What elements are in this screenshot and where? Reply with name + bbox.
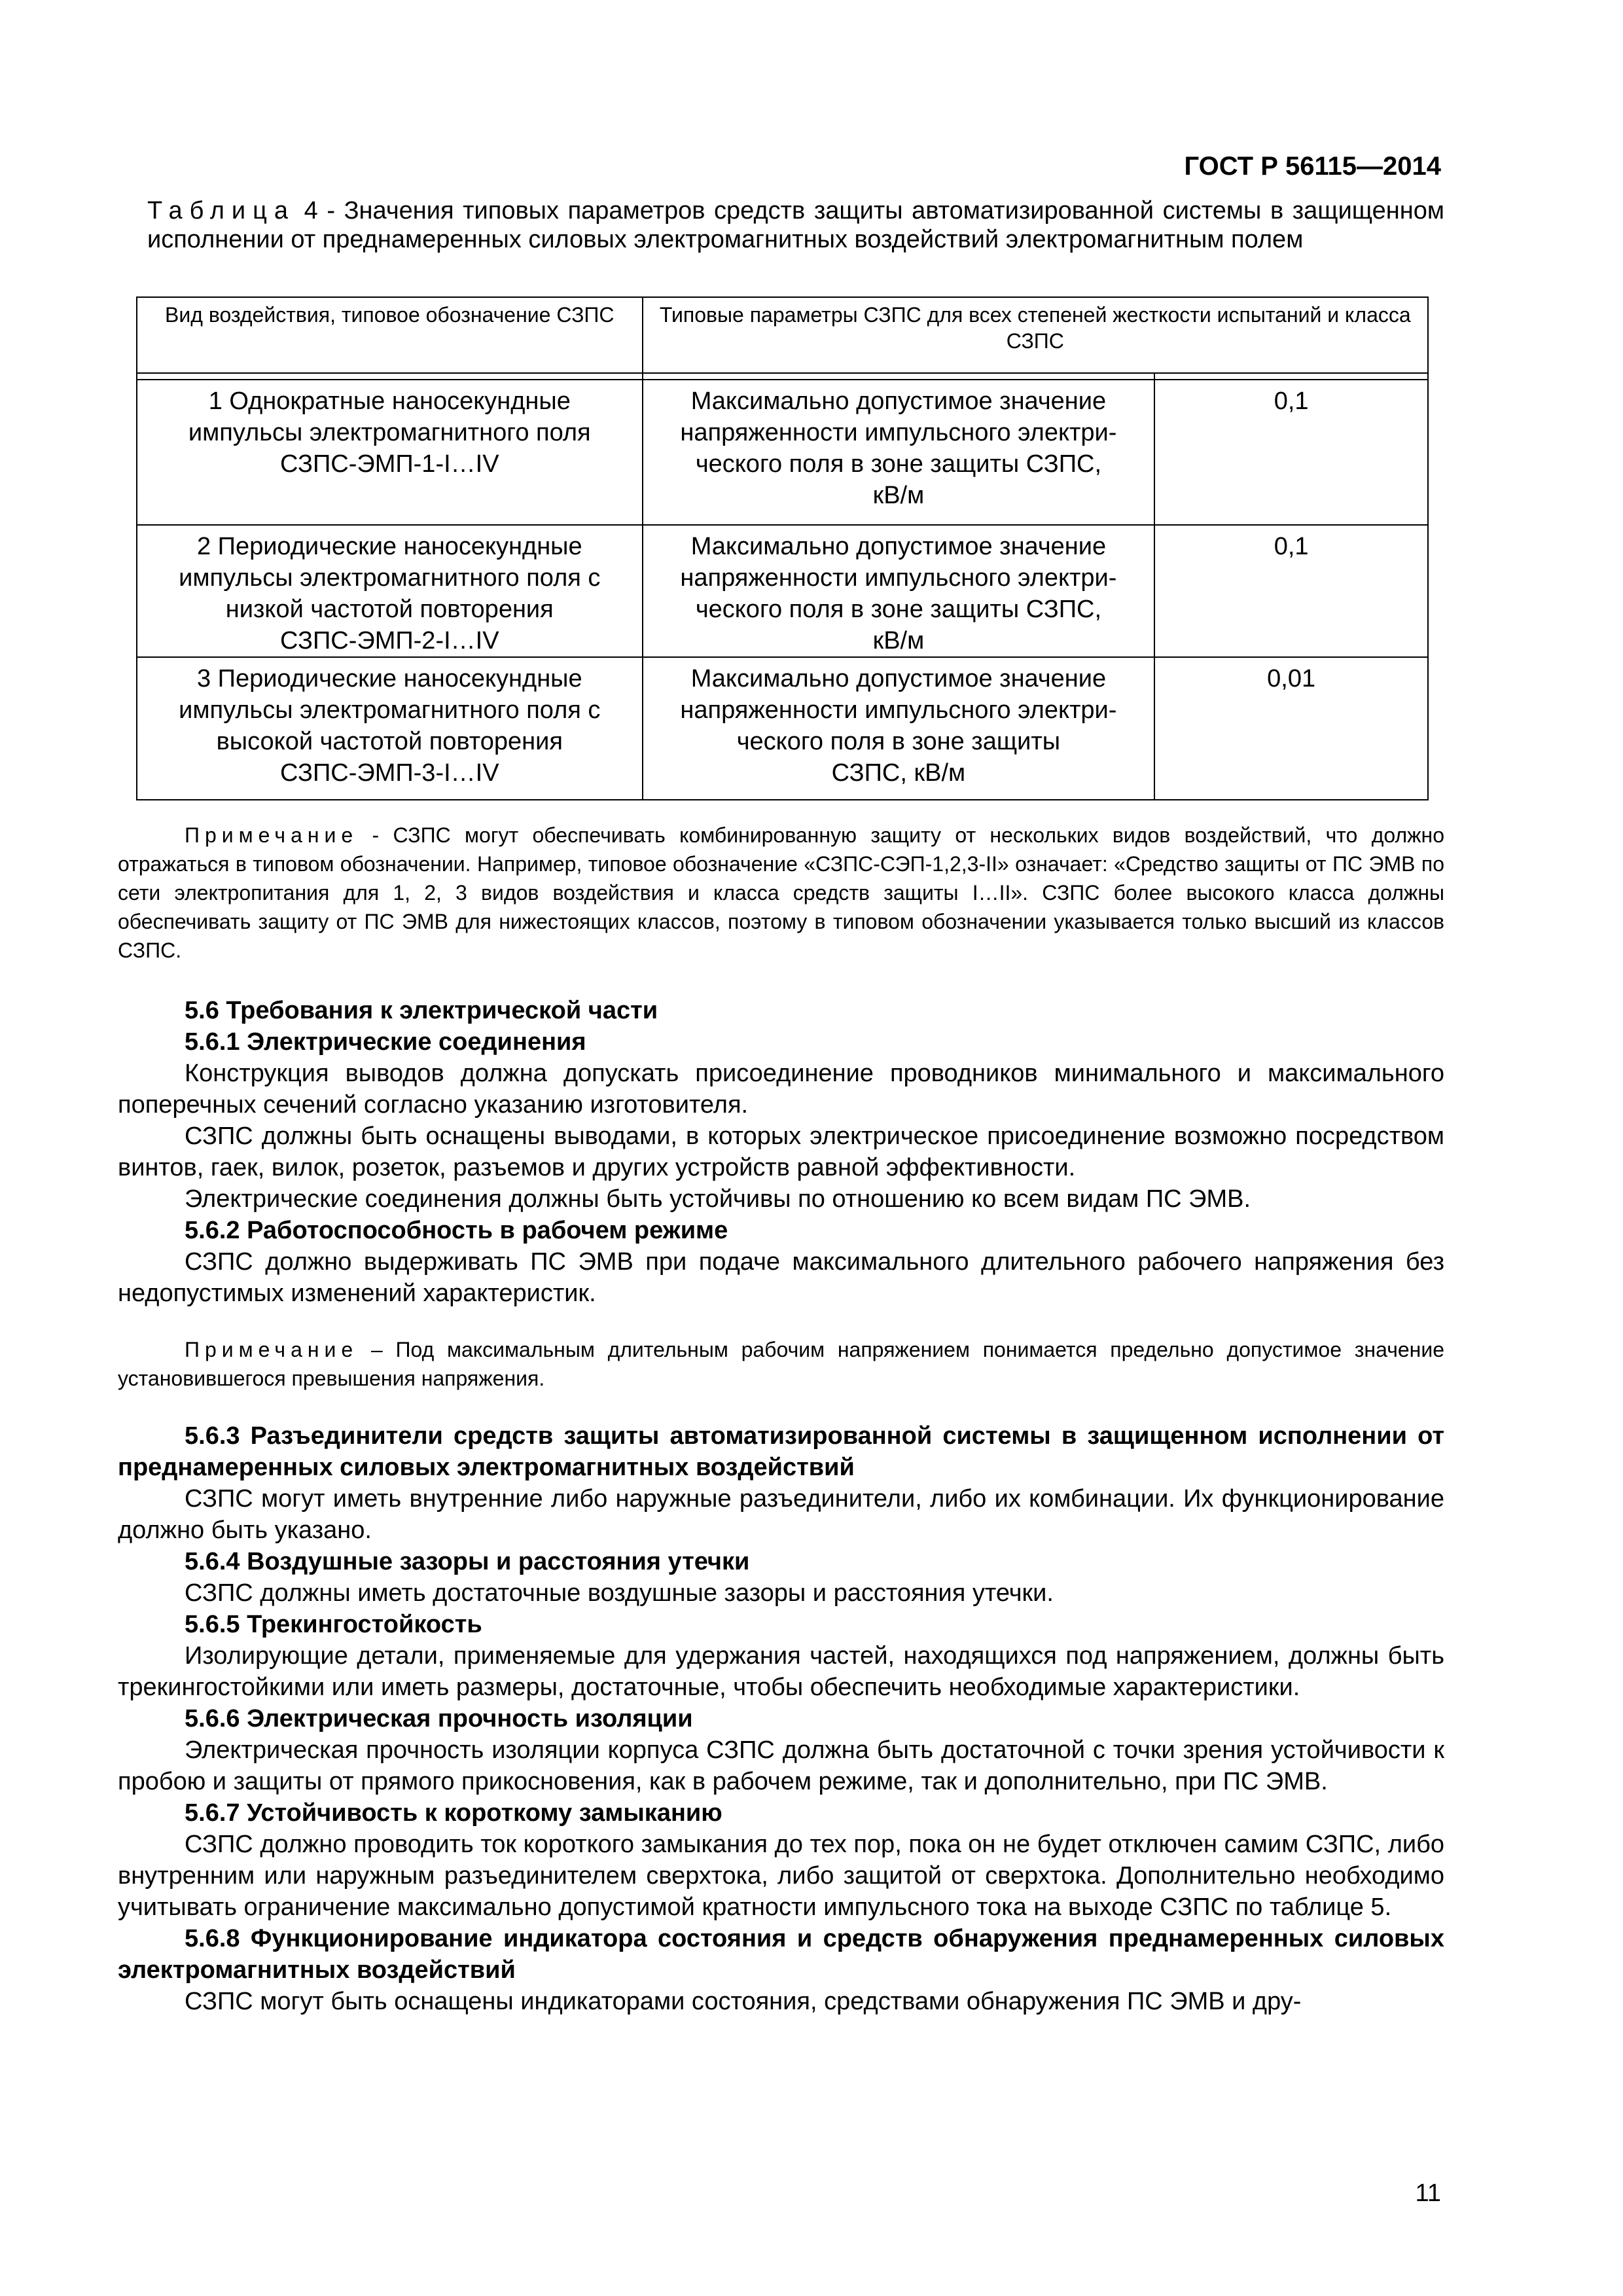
note-text: – Под максимальным длительным рабочим напряжением понимается предельно допустимое значение установившегося превышения напряжения. [118, 1338, 1444, 1390]
paragraph: Электрическая прочность изоляции корпуса СЗПС должна быть достаточной с точки зрения устойчивости к пробою и защиты от прямого прикосновения, как в рабочем режиме, так и дополнительно, при ПС ЭМВ. [118, 1736, 1444, 1795]
table-caption [147, 196, 1444, 254]
parameters-table [136, 296, 1429, 800]
section-heading: 5.6.1 Электрические соединения [185, 1028, 586, 1056]
page-number: 11 [1415, 2179, 1441, 2207]
paragraph: СЗПС могут иметь внутренние либо наружные разъединители, либо их комбинации. Их функционирование должно быть указано. [118, 1485, 1444, 1544]
header-typical-params: Типовые параметры СЗПС для всех степеней жесткости испытаний и класса СЗПС [643, 297, 1428, 373]
row-parameter: Максимально допустимое значение напряженности импульсного электри- ческого поля в зоне защиты СЗПС, кВ/м [643, 657, 1155, 800]
section-heading: 5.6.4 Воздушные зазоры и расстояния утечки [185, 1548, 750, 1575]
row-impact-type: 1 Однократные наносекундные импульсы электромагнитного поля СЗПС-ЭМП-1-I…IV [137, 380, 643, 525]
note-label: Примечание [185, 823, 359, 847]
table-caption-label: Таблица [147, 197, 295, 224]
section-heading: 5.6.3 Разъединители средств защиты автоматизированной системы в защищенном исполнении от преднамеренных силовых электромагнитных воздействий [118, 1422, 1444, 1481]
section-heading: 5.6.5 Трекингостойкость [185, 1611, 482, 1638]
table-row [137, 657, 1428, 800]
paragraph: Изолирующие детали, применяемые для удержания частей, находящихся под напряжением, должны быть трекингостойкими или иметь размеры, достаточные, чтобы обеспечить необходимые характеристики. [118, 1642, 1444, 1701]
table-caption-text: 4 - Значения типовых параметров средств защиты автоматизированной системы в защищенном исполнении от преднамеренных силовых электромагнитных воздействий электромагнитным полем [147, 197, 1444, 253]
row-impact-type: 3 Периодические наносекундные импульсы электромагнитного поля с высокой частотой повторения СЗПС-ЭМП-3-I…IV [137, 657, 643, 800]
note-text: - СЗПС могут обеспечивать комбинированную защиту от нескольких видов воздействий, что должно отражаться в типовом обозначении. Например, типовое обозначение «СЗПС-СЭП-1,2,3-II» означает: «Средство защиты от ПС ЭМВ по сети электропитания для 1, 2, 3 видов воздействия и класса средств защиты I…II». СЗПС более высокого класса должны обеспечивать защиту от ПС ЭМВ для нижестоящих классов, поэтому в типовом обозначении указывается только высший из классов СЗПС. [118, 823, 1444, 962]
table-header-row [137, 297, 1428, 373]
section-heading: 5.6.6 Электрическая прочность изоляции [185, 1705, 693, 1732]
header-impact-type: Вид воздействия, типовое обозначение СЗПС [137, 297, 643, 373]
section-heading: 5.6.2 Работоспособность в рабочем режиме [185, 1217, 728, 1244]
paragraph: СЗПС должно проводить ток короткого замыкания до тех пор, пока он не будет отключен самим СЗПС, либо внутренним или наружным разъединителем сверхтока, либо защитой от сверхтока. Дополнительно необходимо учитывать ограничение максимально допустимой кратности импульсного тока на выходе СЗПС по таблице 5. [118, 1831, 1444, 1921]
paragraph: СЗПС должны иметь достаточные воздушные зазоры и расстояния утечки. [185, 1579, 1054, 1607]
row-parameter: Максимально допустимое значение напряженности импульсного электри- ческого поля в зоне защиты СЗПС, кВ/м [643, 525, 1155, 657]
section-heading: 5.6.8 Функционирование индикатора состояния и средств обнаружения преднамеренных силовых электромагнитных воздействий [118, 1925, 1444, 1984]
paragraph: СЗПС должно выдерживать ПС ЭМВ при подаче максимального длительного рабочего напряжения без недопустимых изменений характеристик. [118, 1248, 1444, 1307]
row-impact-type: 2 Периодические наносекундные импульсы электромагнитного поля с низкой частотой повторения СЗПС-ЭМП-2-I…IV [137, 525, 643, 657]
standard-code: ГОСТ Р 56115—2014 [1184, 152, 1441, 181]
row-parameter: Максимально допустимое значение напряженности импульсного электри- ческого поля в зоне защиты СЗПС, кВ/м [643, 380, 1155, 525]
row-value: 0,01 [1154, 657, 1428, 800]
paragraph: Конструкция выводов должна допускать присоединение проводников минимального и максимального поперечных сечений согласно указанию изготовителя. [118, 1060, 1444, 1119]
row-value: 0,1 [1154, 380, 1428, 525]
row-value: 0,1 [1154, 525, 1428, 657]
section-heading: 5.6.7 Устойчивость к короткому замыканию [185, 1799, 722, 1827]
table-row [137, 525, 1428, 657]
section-5-6 [118, 995, 1444, 1309]
paragraph: Электрические соединения должны быть устойчивы по отношению ко всем видам ПС ЭМВ. [185, 1185, 1251, 1213]
table-separator [137, 373, 1428, 380]
section-note [118, 1335, 1444, 1393]
section-5-6-continued [118, 1420, 1444, 2017]
section-heading: 5.6 Требования к электрической части [185, 997, 658, 1024]
table-note [118, 821, 1444, 965]
paragraph: СЗПС должны быть оснащены выводами, в которых электрическое присоединение возможно посредством винтов, гаек, вилок, розеток, разъемов и других устройств равной эффективности. [118, 1122, 1444, 1181]
table-row [137, 380, 1428, 525]
note-label: Примечание [185, 1338, 359, 1361]
paragraph: СЗПС могут быть оснащены индикаторами состояния, средствами обнаружения ПС ЭМВ и дру- [185, 1988, 1302, 2015]
